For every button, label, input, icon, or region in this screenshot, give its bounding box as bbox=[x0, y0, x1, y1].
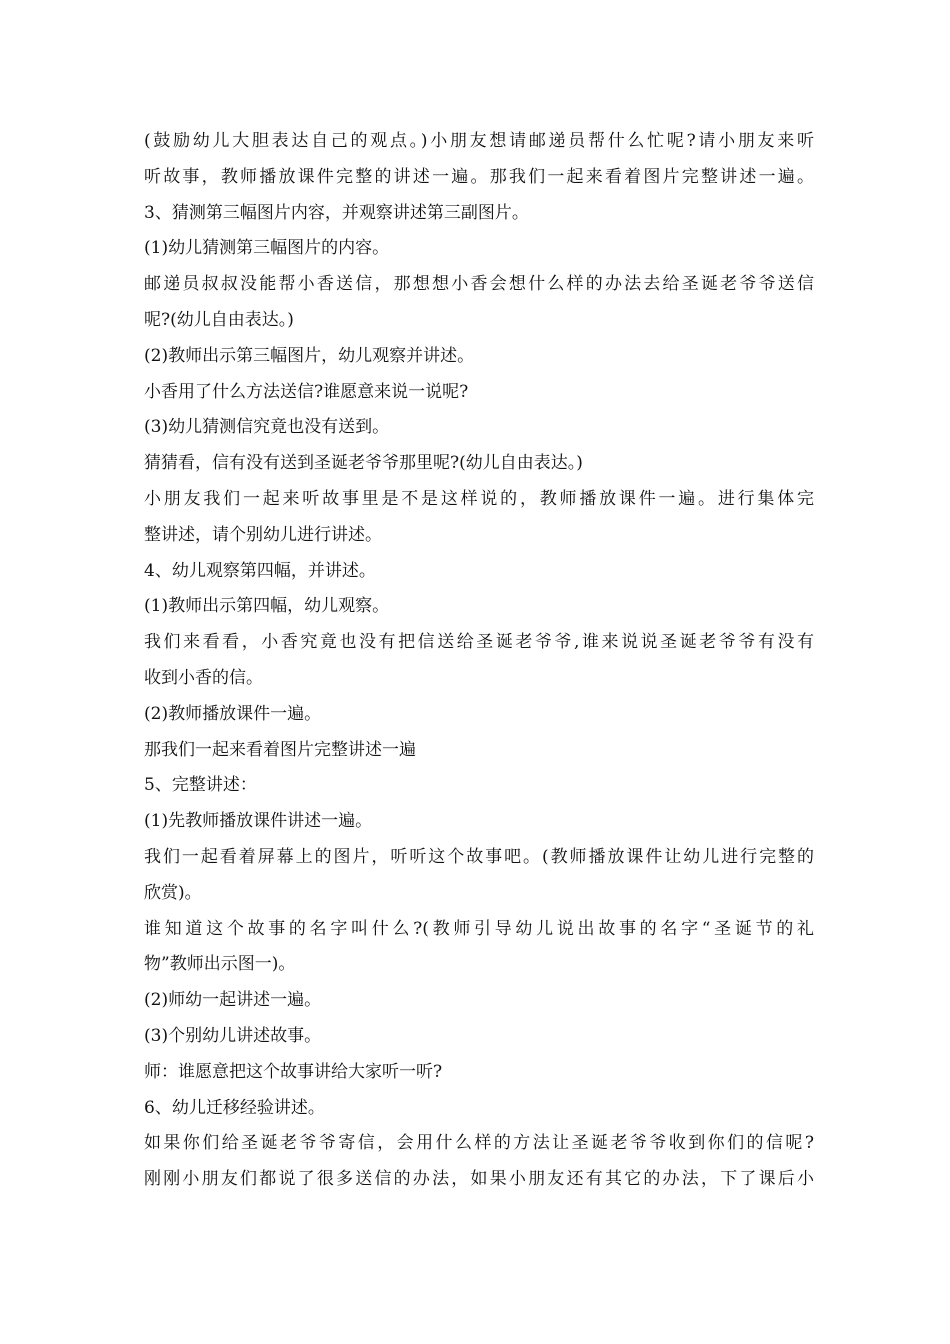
text-line: 那我们一起来看着图片完整讲述一遍 bbox=[144, 739, 416, 760]
text-line: (3)幼儿猜测信究竟也没有送到。 bbox=[144, 417, 390, 438]
text-line: 小朋友我们一起来听故事里是不是这样说的，教师播放课件一遍。进行集体完 bbox=[144, 488, 814, 509]
text-line: (1)先教师播放课件讲述一遍。 bbox=[144, 811, 373, 832]
text-line: (2)师幼一起讲述一遍。 bbox=[144, 990, 322, 1011]
text-line: 我们一起看着屏幕上的图片，听听这个故事吧。(教师播放课件让幼儿进行完整的 bbox=[144, 846, 814, 867]
text-line: 5、完整讲述： bbox=[144, 775, 257, 796]
text-line: 物”教师出示图一)。 bbox=[144, 954, 296, 975]
text-line: (鼓励幼儿大胆表达自己的观点。)小朋友想请邮递员帮什么忙呢?请小朋友来听 bbox=[144, 131, 814, 151]
text-line: 收到小香的信。 bbox=[144, 667, 263, 688]
text-line: 整讲述，请个别幼儿进行讲述。 bbox=[144, 524, 382, 545]
text-line: (2)教师播放课件一遍。 bbox=[144, 703, 322, 724]
text-line: 6、幼儿迁移经验讲述。 bbox=[144, 1097, 325, 1118]
text-line: (1)幼儿猜测第三幅图片的内容。 bbox=[144, 238, 390, 259]
text-line: 如果你们给圣诞老爷爷寄信，会用什么样的方法让圣诞老爷爷收到你们的信呢? bbox=[144, 1133, 814, 1154]
text-line: 刚刚小朋友们都说了很多送信的办法，如果小朋友还有其它的办法，下了课后小 bbox=[144, 1169, 814, 1190]
text-line: 欣赏)。 bbox=[144, 882, 202, 903]
text-line: 我们来看看，小香究竟也没有把信送给圣诞老爷爷,谁来说说圣诞老爷爷有没有 bbox=[144, 632, 814, 653]
document-body bbox=[144, 124, 814, 1198]
text-line: 师：谁愿意把这个故事讲给大家听一听? bbox=[144, 1061, 443, 1082]
text-line: 小香用了什么方法送信?谁愿意来说一说呢? bbox=[144, 381, 469, 402]
text-line: 3、猜测第三幅图片内容，并观察讲述第三副图片。 bbox=[144, 202, 529, 223]
text-line: (3)个别幼儿讲述故事。 bbox=[144, 1025, 322, 1046]
text-line: (1)教师出示第四幅，幼儿观察。 bbox=[144, 596, 390, 617]
text-line: (2)教师出示第三幅图片，幼儿观察并讲述。 bbox=[144, 345, 475, 366]
text-line: 邮递员叔叔没能帮小香送信，那想想小香会想什么样的办法去给圣诞老爷爷送信 bbox=[144, 274, 814, 295]
text-line: 听故事，教师播放课件完整的讲述一遍。那我们一起来看着图片完整讲述一遍。 bbox=[144, 166, 814, 187]
text-line: 猜猜看，信有没有送到圣诞老爷爷那里呢?(幼儿自由表达。) bbox=[144, 453, 583, 474]
text-line: 4、幼儿观察第四幅，并讲述。 bbox=[144, 560, 376, 581]
text-line: 谁知道这个故事的名字叫什么?(教师引导幼儿说出故事的名字“圣诞节的礼 bbox=[144, 918, 814, 939]
text-line: 呢?(幼儿自由表达。) bbox=[144, 309, 294, 330]
